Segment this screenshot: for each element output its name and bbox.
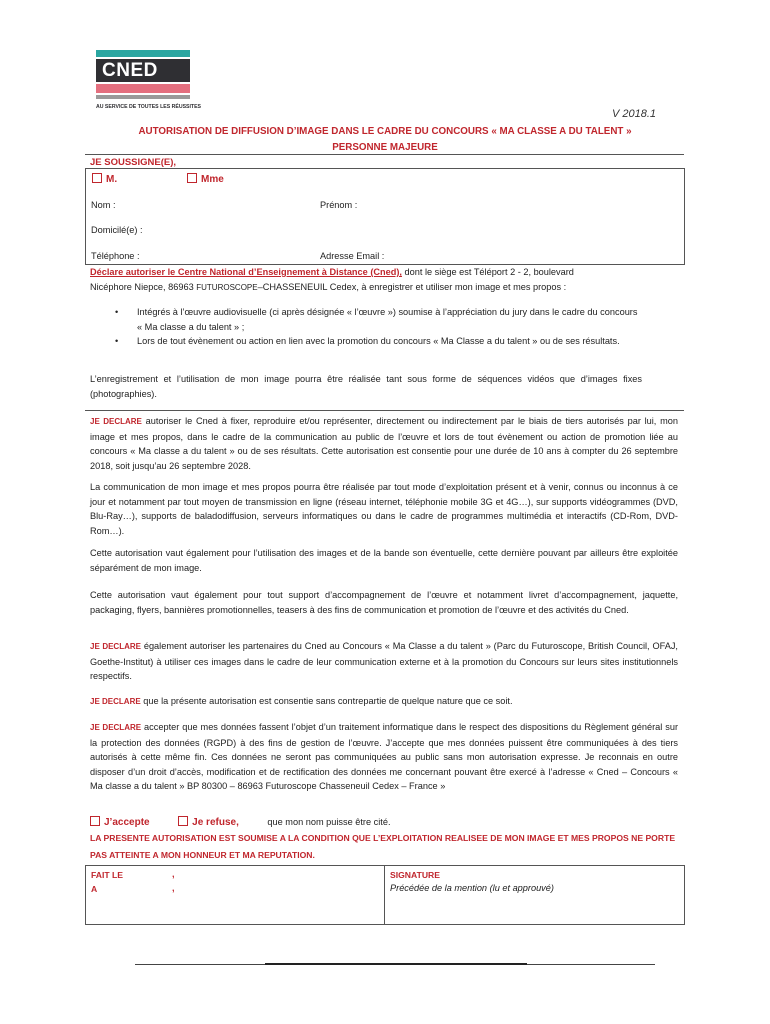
mrs-option[interactable] <box>187 173 224 185</box>
declare-keyword: JE DECLARE <box>90 697 141 706</box>
para-record: L’enregistrement et l’utilisation de mon image pourra être réalisée tant sous forme de séquences vidéos que d’images fixes (photographies). <box>90 374 642 399</box>
logo-brand-text: CNED <box>102 60 158 81</box>
document-title <box>90 124 680 156</box>
signature-box-divider <box>384 866 385 924</box>
bullet-item <box>115 334 643 349</box>
identity-heading: JE SOUSSIGNE(E), <box>90 157 177 168</box>
para-partners <box>90 639 678 684</box>
cite-text: que mon nom puisse être cité. <box>267 817 391 827</box>
para-free <box>90 694 678 710</box>
bullet-text: Lors de tout évènement ou action en lien avec la promotion du concours « Ma Classe a du talent » ou de ses résultats. <box>137 336 620 346</box>
para-support: Cette autorisation vaut également pour tout support d’accompagnement de l’œuvre et notamment livret d’accompagnement, jaquette, packaging, flyers, bannières promotionnelles, teasers à des fins de communication et promotion de l’œuvre et des activités du Cned. <box>90 590 678 615</box>
nom-field[interactable]: Nom : <box>91 200 116 210</box>
logo-dark-stub <box>160 72 190 82</box>
cned-logo <box>96 50 202 114</box>
para-communication: La communication de mon image et mes propos pourra être réalisée par tout mode d’exploitation présent et à venir, connus ou inconnus à ce jour et notamment par tout moyen de transmission en ligne (réseau internet, téléphonie mobile 3G et 4G…), sur supports vidéogrammes (DVD, Blu-Ray…), supports de baladodiffusion, serveurs informatiques ou dans le cadre de programmes multimédia et interactifs (CD-Rom, DVD-Rom…). <box>90 482 678 536</box>
prenom-field[interactable]: Prénom : <box>320 200 358 210</box>
declare-address-c: –CHASSENEUIL Cedex, à enregistrer et utiliser mon image et mes propos : <box>257 281 567 292</box>
refuse-label: Je refuse, <box>192 817 239 828</box>
declare-address-b: FUTUROSCOPE <box>196 282 258 292</box>
mr-label: M. <box>106 174 118 185</box>
logo-tagline: AU SERVICE DE TOUTES LES RÉUSSITES <box>96 104 202 110</box>
accept-label: J’accepte <box>104 817 150 828</box>
bullet-text: Intégrés à l’œuvre audiovisuelle (ci après désignée « l’œuvre ») soumise à l’appréciation du jury dans le cadre du concours « Ma classe a du talent » ; <box>137 307 638 332</box>
logo-pink-bar <box>96 84 190 93</box>
fait-le-label: FAIT LE <box>91 870 123 880</box>
declare-address-a: Nicéphore Niepce, 86963 <box>90 281 197 292</box>
bullet-dot-icon: • <box>115 336 119 346</box>
refuse-checkbox[interactable] <box>178 816 188 826</box>
title-line-1: AUTORISATION DE DIFFUSION D’IMAGE DANS LE CADRE DU CONCOURS « MA CLASSE A DU TALENT » <box>138 126 632 137</box>
bullet-item <box>115 305 643 334</box>
mrs-label: Mme <box>201 174 224 185</box>
para-declare-authorize-text: autoriser le Cned à fixer, reproduire et/ou représenter, directement ou indirectement par le biais de tiers autorisés par lui, mon image et mes propos, dans le cadre de la communication au public de l’œuvre et lors de tout évènement ou action de promotion liée au concours « Ma classe a du talent » ou de ses résultats. Cette autorisation est consentie pour une durée de 10 ans à compter du 26 septembre 2018, soit jusqu’au 26 septembre 2028. <box>90 416 678 471</box>
declare-line-1 <box>90 265 678 280</box>
declare-block <box>90 265 678 295</box>
para-partners-text: également autoriser les partenaires du Cned au Concours « Ma Classe a du talent » (Parc du Futuroscope, British Council, OFAJ, Goethe-Institut) à utiliser ces images dans le cadre de leur communication externe et à la promotion du Concours sur leurs sites institutionnels respectifs. <box>90 641 678 681</box>
mr-option[interactable] <box>92 173 117 185</box>
para-declare-authorize <box>90 414 678 473</box>
declare-keyword: JE DECLARE <box>90 417 142 426</box>
para-soundtrack: Cette autorisation vaut également pour l’utilisation des images et de la bande son éventuelle, cette dernière pouvant par ailleurs être exploitée séparément de mon image. <box>90 548 678 573</box>
declare-line-2 <box>90 280 678 296</box>
signature-label: SIGNATURE <box>390 870 440 880</box>
email-field[interactable]: Adresse Email : <box>320 251 385 261</box>
section-rule <box>85 410 684 411</box>
signature-box <box>85 865 685 925</box>
declare-keyword: JE DECLARE <box>90 642 141 651</box>
signature-mention: Précédée de la mention (lu et approuvé) <box>390 883 554 893</box>
a-comma: , <box>172 883 175 893</box>
bullet-list <box>115 305 643 349</box>
mrs-checkbox[interactable] <box>187 173 197 183</box>
accept-checkbox[interactable] <box>90 816 100 826</box>
consent-choice <box>90 816 391 828</box>
refuse-option[interactable] <box>178 817 241 827</box>
accept-option[interactable] <box>90 817 152 827</box>
footer-rule-thick <box>265 963 527 965</box>
declare-keyword: JE DECLARE <box>90 723 142 732</box>
a-label: A <box>91 884 98 894</box>
identity-box <box>85 168 685 265</box>
mr-checkbox[interactable] <box>92 173 102 183</box>
bullet-dot-icon: • <box>115 307 119 317</box>
logo-grey-bar <box>96 95 190 99</box>
title-line-2: PERSONNE MAJEURE <box>332 142 438 153</box>
para-rgpd <box>90 720 678 794</box>
para-rgpd-text: accepter que mes données fassent l’objet d’un traitement informatique dans le respect des dispositions du Règlement général sur la protection des données (RGPD) à des fins de gestion de l’œuvre. J’accepte que mes données puissent être communiquées à des tiers autorisés à cette même fin. Ces données ne seront pas communiquées au public sans mon autorisation expresse. Je reconnais en outre disposer d’un droit d’accès, modification et de rectification des données me concernant pouvant être exercé à l’adresse « Cned – Concours « Ma classe a du talent » BP 80300 – 86963 Futuroscope Chasseneuil Cedex – France » <box>90 722 679 791</box>
logo-teal-bar <box>96 50 190 57</box>
telephone-field[interactable]: Téléphone : <box>91 251 140 261</box>
declare-lead: Déclare autoriser le Centre National d’Enseignement à Distance (Cned), <box>90 267 402 277</box>
title-rule <box>85 154 684 155</box>
fait-le-comma: , <box>172 869 175 879</box>
version-label: V 2018.1 <box>612 108 657 120</box>
declare-rest-1: dont le siège est Téléport 2 - 2, boulevard <box>401 267 574 277</box>
para-free-text: que la présente autorisation est consentie sans contrepartie de quelque nature que ce soit. <box>140 696 513 706</box>
condition-statement: LA PRESENTE AUTORISATION EST SOUMISE A LA CONDITION QUE L’EXPLOITATION REALISEE DE MON IMAGE ET MES PROPOS NE PORTE PAS ATTEINTE A MON HONNEUR ET MA REPUTATION. <box>90 833 676 860</box>
domicile-field[interactable]: Domicilé(e) : <box>91 225 143 235</box>
